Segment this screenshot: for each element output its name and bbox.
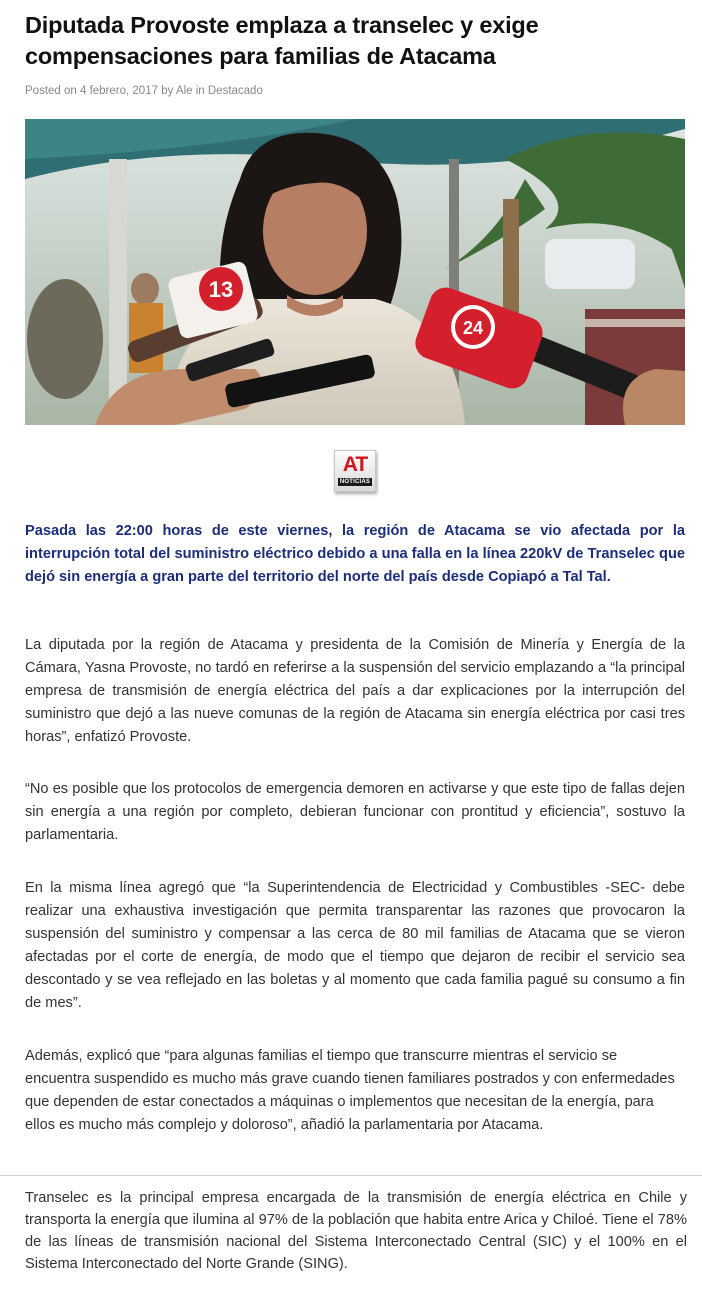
in-text: in: [192, 85, 208, 97]
by-text: by: [158, 85, 176, 97]
lead-paragraph: Pasada las 22:00 horas de este viernes, la región de Atacama se vio afectada por la interrupción total del suministro eléctrico debido a una falla en la línea 220kV de Transelec que dejó sin energía a gran parte del territorio del norte del país desde Copiapó a Tal Tal.: [25, 523, 685, 585]
section-divider: [0, 1175, 702, 1176]
body-paragraph: Además, explicó que “para algunas familias el tiempo que transcurre mientras el servicio se encuentra suspendido es mucho más grave cuando tienen familiares postrados y con enfermedades que dependen de estar conectados a máquinas o implementos que necesitan de la energía, para ellos es mucho más complejo y doloroso”, añadió la parlamentaria por Atacama.: [25, 1048, 675, 1133]
mic-left-label: 13: [208, 277, 234, 302]
interview-photo-illustration: [25, 119, 685, 425]
mic-right-label: 24: [462, 318, 484, 338]
author-link[interactable]: Ale: [175, 85, 193, 97]
post-date-link[interactable]: 4 febrero, 2017: [79, 85, 158, 97]
posted-prefix: Posted on: [25, 85, 80, 97]
article-header: [25, 10, 685, 99]
at-noticias-logo: [334, 450, 376, 492]
company-note: Transelec es la principal empresa encargada de la transmisión de energía eléctrica en Chile y transporta la energía que ilumina al 97% de la población que habita entre Arica y Chiloé. Tiene el 78% de las líneas de transmisión nacional del Sistema Interconectado Central (SIC) y el 100% en el Sistema Interconectado del Norte Grande (SING).: [25, 1190, 687, 1272]
logo-mark: AT: [342, 453, 368, 476]
post-meta: [25, 83, 685, 99]
body-paragraph: La diputada por la región de Atacama y presidenta de la Comisión de Minería y Energía de la Cámara, Yasna Provoste, no tardó en referirse a la suspensión del servicio emplazando a “la principal empresa de transmisión de energía eléctrica del país a dar explicaciones por la interrupción del suministro que dejó a las nueve comunas de la región de Atacama sin energía eléctrica por casi tres horas”, enfatizó Provoste.: [25, 637, 685, 745]
body-paragraph: “No es posible que los protocolos de emergencia demoren en activarse y que este tipo de fallas dejen sin energía a una región por completo, debieran funcionar con prontitud y eficiencia”, sostuvo la parlamentaria.: [25, 781, 685, 843]
article-title: Diputada Provoste emplaza a transelec y exige compensaciones para familias de Atacama: [25, 12, 539, 69]
category-link[interactable]: Destacado: [207, 85, 263, 97]
body-paragraph: En la misma línea agregó que “la Superintendencia de Electricidad y Combustibles -SEC- debe realizar una exhaustiva investigación que permita transparentar las razones que provocaron la suspensión del suministro y compensar a las cerca de 80 mil familias de Atacama que se vieron afectadas por el corte de energía, de modo que el tiempo que dejaron de recibir el servicio sea descontado y se vea reflejado en las boletas y al momento que cada familia pagué su consumo a fin de mes”.: [25, 880, 685, 1011]
article-photo: [25, 119, 685, 425]
logo-caption: NOTICIAS: [339, 479, 371, 485]
